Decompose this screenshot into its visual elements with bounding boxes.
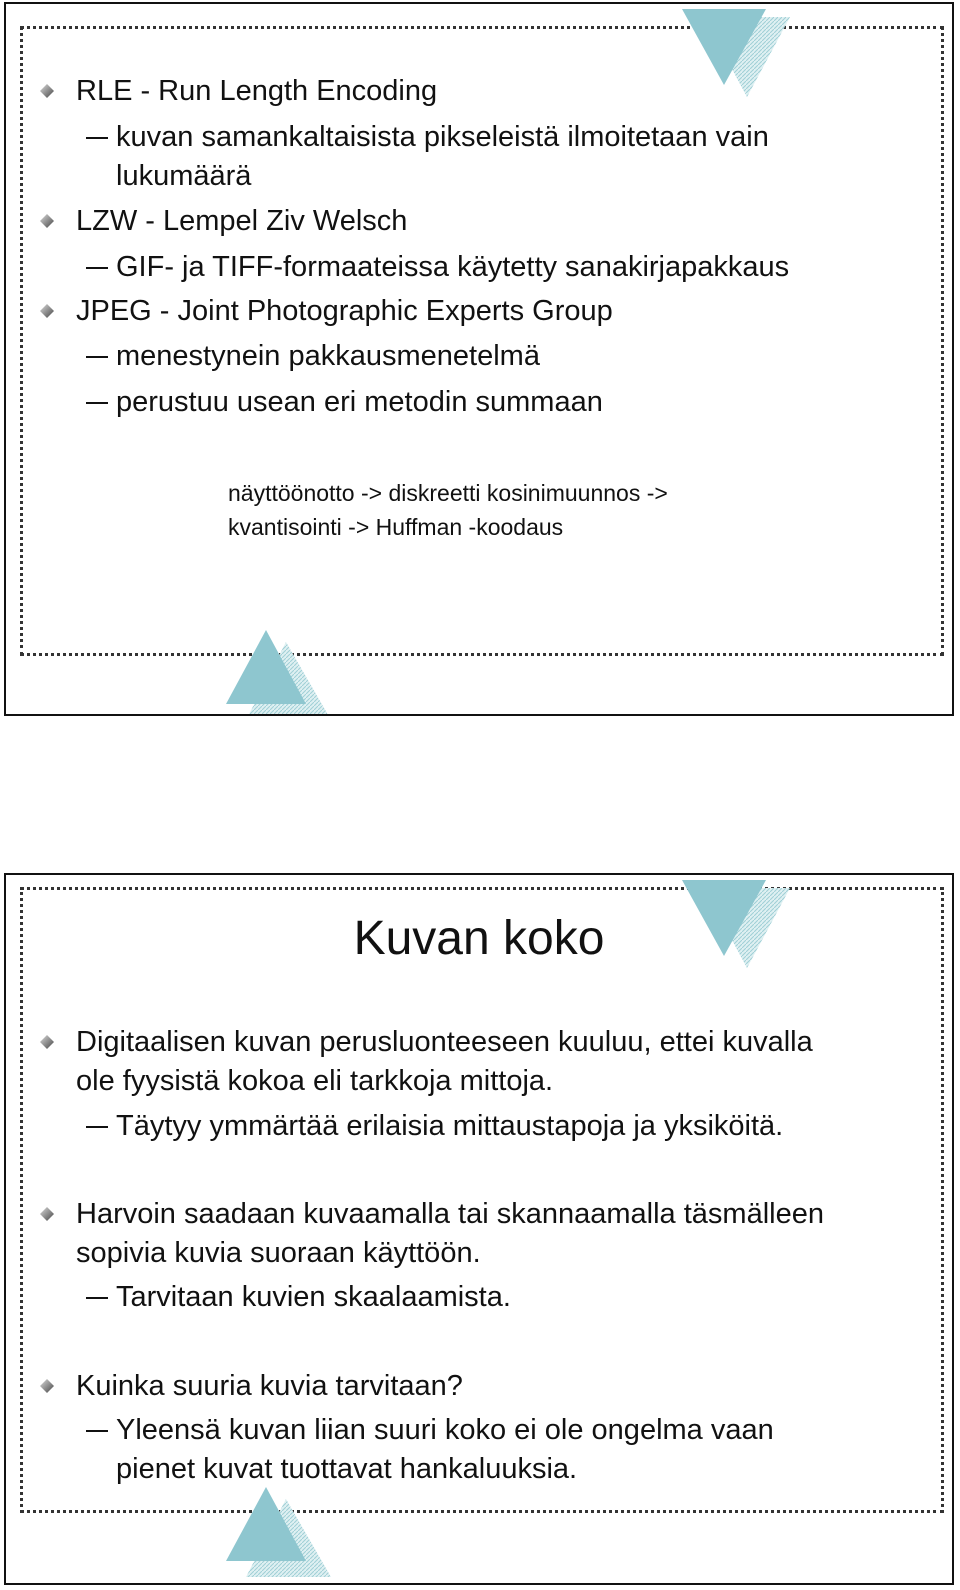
sub-bullet-text: lukumäärä [116, 160, 252, 192]
sub-bullet-text: perustuu usean eri metodin summaan [116, 386, 603, 418]
sub-bullet-text: kuvan samankaltaisista pikseleistä ilmoitetaan vain [116, 121, 769, 153]
diamond-bullet-icon [40, 214, 54, 228]
slide-1 [4, 2, 954, 716]
sub-bullet-text: GIF- ja TIFF-formaateissa käytetty sanakirjapakkaus [116, 251, 790, 283]
sub-bullet [116, 118, 769, 157]
bullet-continuation [76, 1062, 553, 1101]
dash-bullet-icon [86, 137, 108, 139]
sub-bullet [116, 248, 789, 287]
sub-bullet-continuation [116, 1450, 577, 1489]
sub-bullet [116, 1107, 783, 1146]
sub-bullet-text: Täytyy ymmärtää erilaisia mittaustapoja ja yksiköitä. [116, 1110, 784, 1142]
sub-bullet [116, 1411, 774, 1450]
slide-title: Kuvan koko [353, 912, 605, 965]
dash-bullet-icon [86, 1126, 108, 1128]
sub-bullet [116, 1278, 511, 1317]
sub-bullet-continuation [116, 157, 251, 196]
bullet-text: sopivia kuvia suoraan käyttöön. [76, 1237, 481, 1269]
diamond-bullet-icon [40, 84, 54, 98]
bullet-continuation [76, 1234, 481, 1273]
jpeg-pipeline-caption-line-1: näyttöönotto -> diskreetti kosinimuunnos -> [228, 480, 668, 506]
dash-bullet-icon [86, 267, 108, 269]
jpeg-pipeline-caption-line-2: kvantisointi -> Huffman -koodaus [228, 514, 564, 540]
dash-bullet-icon [86, 402, 108, 404]
bullet-scanning [76, 1195, 824, 1234]
diamond-bullet-icon [40, 1035, 54, 1049]
decorative-triangle-up-icon [226, 1487, 341, 1577]
sub-bullet-text: Tarvitaan kuvien skaalaamista. [116, 1281, 511, 1313]
sub-bullet [116, 337, 540, 376]
decorative-triangle-down-icon [682, 9, 792, 99]
decorative-triangle-up-icon [226, 630, 341, 716]
bullet-text: RLE - Run Length Encoding [76, 75, 438, 107]
bullet-jpeg [76, 292, 613, 331]
bullet-lzw [76, 202, 407, 241]
diamond-bullet-icon [40, 304, 54, 318]
diamond-bullet-icon [40, 1207, 54, 1221]
bullet-text: ole fyysistä kokoa eli tarkkoja mittoja. [76, 1065, 554, 1097]
sub-bullet-text: menestynein pakkausmenetelmä [116, 340, 540, 372]
diamond-bullet-icon [40, 1379, 54, 1393]
dash-bullet-icon [86, 1297, 108, 1299]
bullet-text: Harvoin saadaan kuvaamalla tai skannaamalla täsmälleen [76, 1198, 824, 1230]
sub-bullet-text: pienet kuvat tuottavat hankaluuksia. [116, 1453, 578, 1485]
bullet-text: Kuinka suuria kuvia tarvitaan? [76, 1370, 463, 1402]
bullet-rle [76, 72, 437, 111]
bullet-text: Digitaalisen kuvan perusluonteeseen kuuluu, ettei kuvalla [76, 1026, 813, 1058]
sub-bullet [116, 383, 603, 422]
sub-bullet-text: Yleensä kuvan liian suuri koko ei ole ongelma vaan [116, 1414, 774, 1446]
bullet-text: JPEG - Joint Photographic Experts Group [76, 295, 613, 327]
bullet-text: LZW - Lempel Ziv Welsch [76, 205, 408, 237]
dash-bullet-icon [86, 356, 108, 358]
bullet-how-large [76, 1367, 463, 1406]
dash-bullet-icon [86, 1430, 108, 1432]
slide-2 [4, 873, 954, 1585]
bullet-digital-size [76, 1023, 813, 1062]
